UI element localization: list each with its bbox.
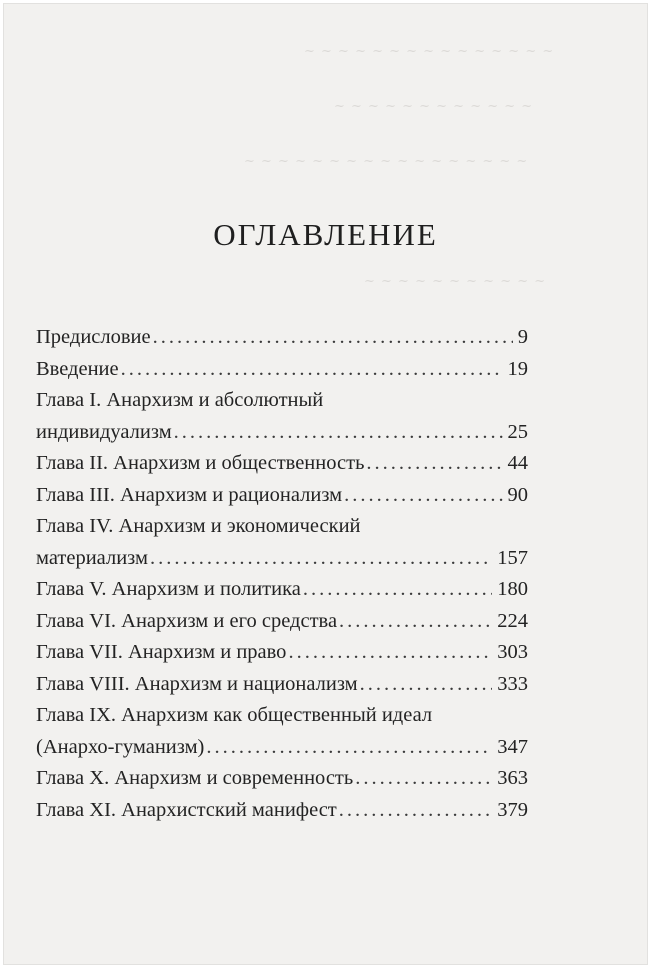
toc-entry-page: 303 [497, 641, 528, 663]
dot-leader [339, 795, 492, 827]
table-of-contents [36, 322, 528, 826]
show-through-texture: ~ ~ ~ ~ ~ ~ ~ ~ ~ ~ ~ [364, 274, 547, 289]
toc-entry [36, 448, 528, 480]
toc-entry [36, 574, 528, 606]
toc-entry-page: 333 [497, 672, 528, 695]
toc-entry-title: Глава X. Анархизм и современность [36, 767, 354, 789]
toc-entry-title: Глава VII. Анархизм и право [36, 641, 287, 663]
dot-leader [153, 322, 513, 354]
toc-entry-page: 224 [497, 609, 528, 632]
toc-entry-title: Глава IV. Анархизм и экономический [36, 515, 361, 537]
toc-entry-page: 90 [507, 483, 528, 506]
dot-leader [174, 417, 503, 449]
dot-leader [366, 448, 502, 480]
toc-entry-title: Глава II. Анархизм и общественность [36, 452, 365, 474]
toc-entry-title: Глава III. Анархизм и рационализм [36, 483, 343, 506]
toc-entry-title: Предисловие [36, 326, 151, 348]
show-through-texture: ~ ~ ~ ~ ~ ~ ~ ~ ~ ~ ~ ~ ~ ~ ~ ~ ~ [244, 154, 529, 169]
toc-entry-title: Глава I. Анархизм и абсолютный [36, 389, 324, 411]
toc-entry-title-continuation: (Анархо-гуманизм) [36, 735, 205, 758]
toc-entry-page: 363 [497, 767, 528, 789]
toc-entry [36, 511, 528, 574]
toc-entry [36, 795, 528, 827]
toc-entry-page: 19 [507, 357, 528, 380]
toc-entry [36, 700, 528, 763]
dot-leader [339, 606, 492, 638]
dot-leader [121, 354, 503, 386]
show-through-texture: ~ ~ ~ ~ ~ ~ ~ ~ ~ ~ ~ ~ ~ ~ ~ [304, 44, 555, 59]
toc-entry [36, 385, 528, 448]
toc-entry-title: Глава V. Анархизм и политика [36, 578, 301, 600]
dot-leader [303, 574, 492, 606]
toc-entry-page: 25 [507, 420, 528, 443]
toc-entry-page: 157 [497, 546, 528, 569]
toc-entry [36, 354, 528, 386]
toc-entry [36, 480, 528, 512]
book-page [3, 3, 648, 965]
toc-entry-page: 379 [497, 798, 528, 821]
toc-entry-page: 180 [497, 578, 528, 600]
toc-entry-page: 44 [507, 452, 528, 474]
toc-entry-title: Глава VI. Анархизм и его средства [36, 609, 338, 632]
toc-entry [36, 322, 528, 354]
dot-leader [150, 543, 492, 575]
dot-leader [355, 763, 492, 795]
toc-entry-page: 9 [517, 326, 528, 348]
toc-entry [36, 669, 528, 701]
show-through-texture: ~ ~ ~ ~ ~ ~ ~ ~ ~ ~ ~ ~ [334, 99, 534, 114]
toc-entry-title: Глава XI. Анархистский манифест [36, 798, 337, 821]
toc-entry-title: Глава IX. Анархизм как общественный идеал [36, 704, 433, 726]
toc-entry [36, 763, 528, 795]
toc-entry-title: Глава VIII. Анархизм и национализм [36, 672, 358, 695]
dot-leader [206, 732, 492, 764]
toc-entry-title-continuation: материализм [36, 546, 148, 569]
toc-entry-page: 347 [497, 735, 528, 758]
page-title: ОГЛАВЛЕНИЕ [213, 217, 438, 252]
dot-leader [344, 480, 502, 512]
toc-entry-title: Введение [36, 357, 119, 380]
toc-entry [36, 637, 528, 669]
dot-leader [288, 637, 492, 669]
toc-entry [36, 606, 528, 638]
toc-entry-title-continuation: индивидуализм [36, 420, 172, 443]
dot-leader [360, 669, 493, 701]
